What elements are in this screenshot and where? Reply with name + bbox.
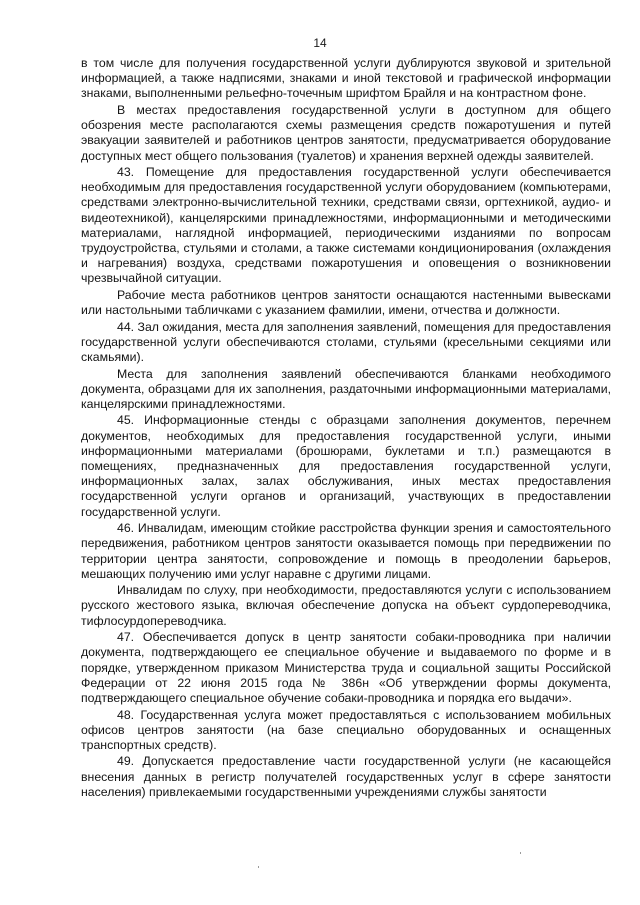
paragraph-46-hearing-impaired: Инвалидам по слуху, при необходимости, предоставляются услуги с использованием русского жестового языка, включая обеспечение допуска на объект сурдопереводчика, тифлосурдопереводчика. [81,583,611,628]
scan-speck [520,852,521,854]
paragraph-46-vision-impaired: 46. Инвалидам, имеющим стойкие расстройства функции зрения и самостоятельного передвижения, работником центров занятости оказывается помощь при передвижении по территории центра занятости, сопровождение и помощь в преодолении барьеров, мешающих получению ими услуг наравне с другими лицами. [81,521,611,581]
paragraph-49-partial-service: 49. Допускается предоставление части государственной услуги (не касающейся внесения данных в регистр получателей государственных услуг в сфере занятости населения) привлекаемыми государственными учреждениями службы занятости [81,754,611,799]
paragraph-45-info-stands: 45. Информационные стенды с образцами заполнения документов, перечнем документов, необходимых для предоставления государственной услуги, иными информационными материалами (брошюрами, буклетами и т.п.) размещаются в помещениях, предназначенных для предоставления государственной услуги, информационных залах, залах обслуживания, иных местах предоставления государственной услуги органов и организаций, участвующих в предоставлении государственной услуги. [81,413,611,519]
paragraph-43-equipment: 43. Помещение для предоставления государственной услуги обеспечивается необходимым для предоставления государственной услуги оборудованием (компьютерами, средствами электронно-вычислительной техники, средствами связи, оргтехникой, аудио- и видеотехникой), канцелярскими принадлежностями, информационными и методическими материалами, наглядной информацией, периодическими изданиями по вопросам трудоустройства, стульями и столами, а также системами кондиционирования (охлаждения и нагревания) воздуха, средствами пожаротушения и оповещения о возникновении чрезвычайной ситуации. [81,165,611,286]
page-number: 14 [313,36,327,50]
scan-speck [258,866,259,868]
paragraph-44-forms: Места для заполнения заявлений обеспечиваются бланками необходимого документа, образцами для их заполнения, раздаточными информационными материалами, канцелярскими принадлежностями. [81,366,611,411]
paragraph-44-waiting-hall: 44. Зал ожидания, места для заполнения заявлений, помещения для предоставления государственной услуги обеспечиваются столами, стульями (кресельными секциями или скамьями). [81,319,611,365]
paragraph-continuation: в том числе для получения государственной услуги дублируются звуковой и зрительной информацией, а также надписями, знаками и иной текстовой и графической информации знаками, выполненными рельефно-точечным шрифтом Брайля и на контрастном фоне. [81,56,611,101]
paragraph-43-workplaces: Рабочие места работников центров занятости оснащаются настенными вывесками или настольными табличками с указанием фамилии, имени, отчества и должности. [81,287,611,318]
paragraph-47-guide-dog: 47. Обеспечивается допуск в центр занятости собаки-проводника при наличии документа, подтверждающего ее специальное обучение и выдаваемого по форме и в порядке, утвержденном приказом Министерства труда и социальной защиты Российской Федерации от 22 июня 2015 года № 386н «Об утверждении формы документа, подтверждающего специальное обучение собаки-проводника и порядка его выдачи». [81,630,611,705]
paragraph-48-mobile-offices: 48. Государственная услуга может предоставляться с использованием мобильных офисов центров занятости (на базе специально оборудованных и оснащенных транспортных средств). [81,707,611,752]
paragraph-evacuation-schemes: В местах предоставления государственной услуги в доступном для общего обозрения месте располагаются схемы размещения средств пожаротушения и путей эвакуации заявителей и работников центров занятости, предусматривается оборудование доступных мест общего пользования (туалетов) и хранения верхней одежды заявителей. [81,102,611,163]
document-body [81,56,611,800]
